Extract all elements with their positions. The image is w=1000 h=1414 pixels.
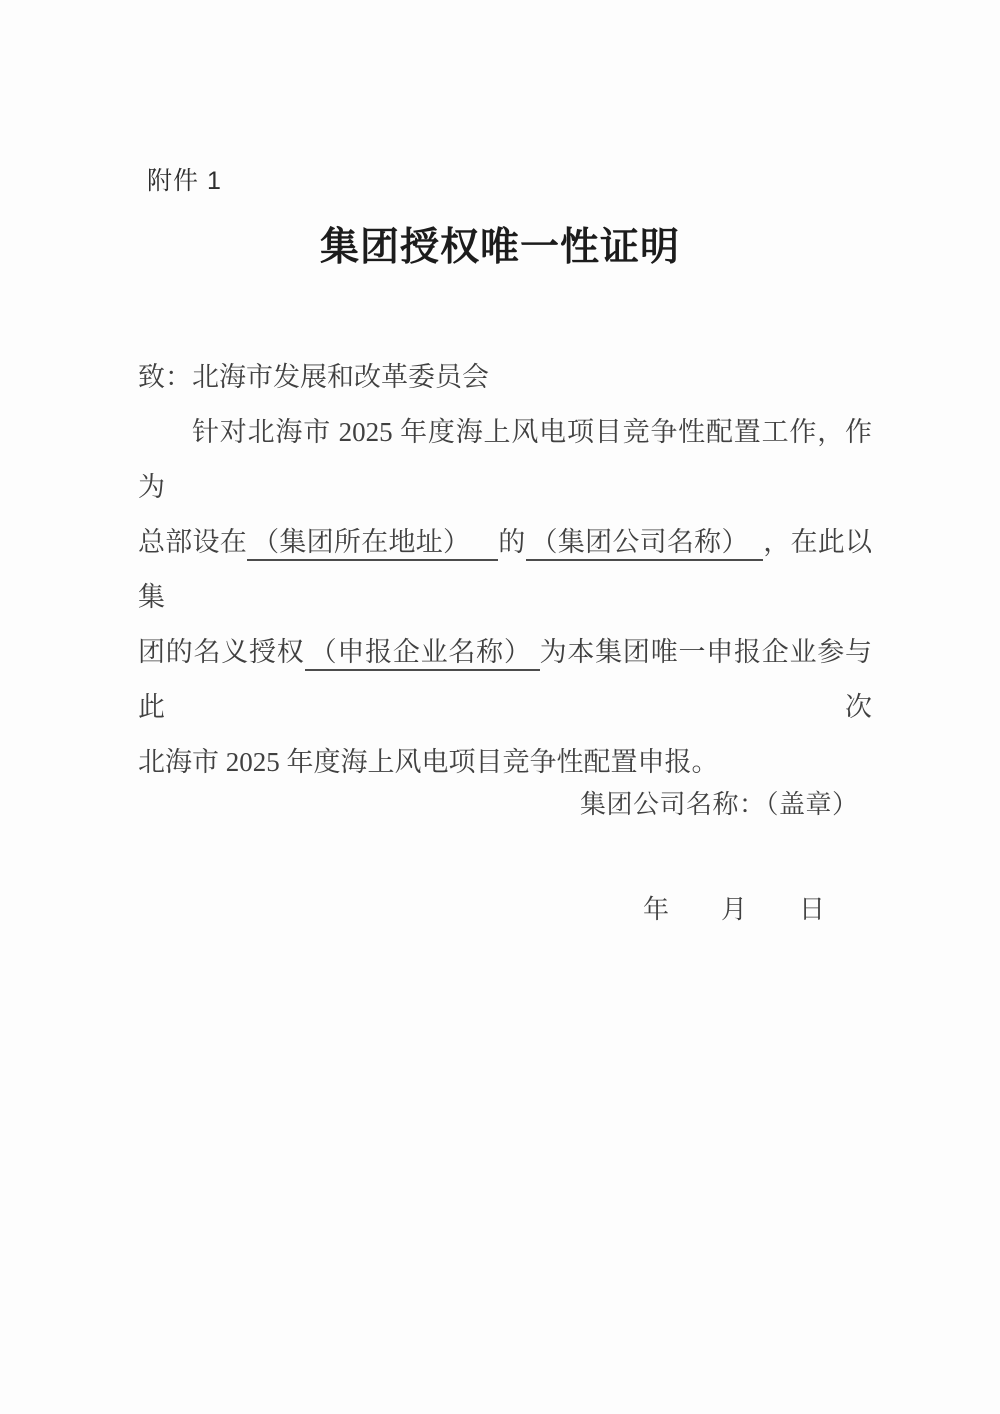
body-line (138, 405, 872, 515)
signature-label: 集团公司名称：（盖章） (580, 790, 859, 819)
body-text: 总部设在 (138, 527, 248, 557)
body-line (138, 735, 872, 790)
document-title: 集团授权唯一性证明 (319, 226, 680, 269)
fill-in-blank: （集团公司名称） (526, 527, 764, 561)
document-body (138, 350, 872, 790)
body-text: 团的名义授权 (138, 637, 305, 667)
date-line: 年 月 日 (643, 895, 826, 924)
fill-in-blank: （集团所在地址） (247, 527, 498, 561)
salutation-line: 致：北海市发展和改革委员会 (138, 362, 489, 392)
body-line (138, 515, 872, 625)
body-text: ，在此以集 (138, 527, 873, 612)
body-paragraph (138, 405, 872, 790)
body-text: 针对北海市 2025 年度海上风电项目竞争性配置工作，作为 (138, 417, 872, 502)
body-text: 的 (498, 527, 526, 557)
body-text: 为本集团唯一申报企业参与此次 (138, 637, 873, 722)
attachment-label: 附件 1 (147, 167, 222, 195)
body-line (138, 625, 872, 735)
fill-in-blank: （申报企业名称） (305, 637, 540, 671)
body-text: 北海市 2025 年度海上风电项目竞争性配置申报。 (138, 747, 719, 777)
